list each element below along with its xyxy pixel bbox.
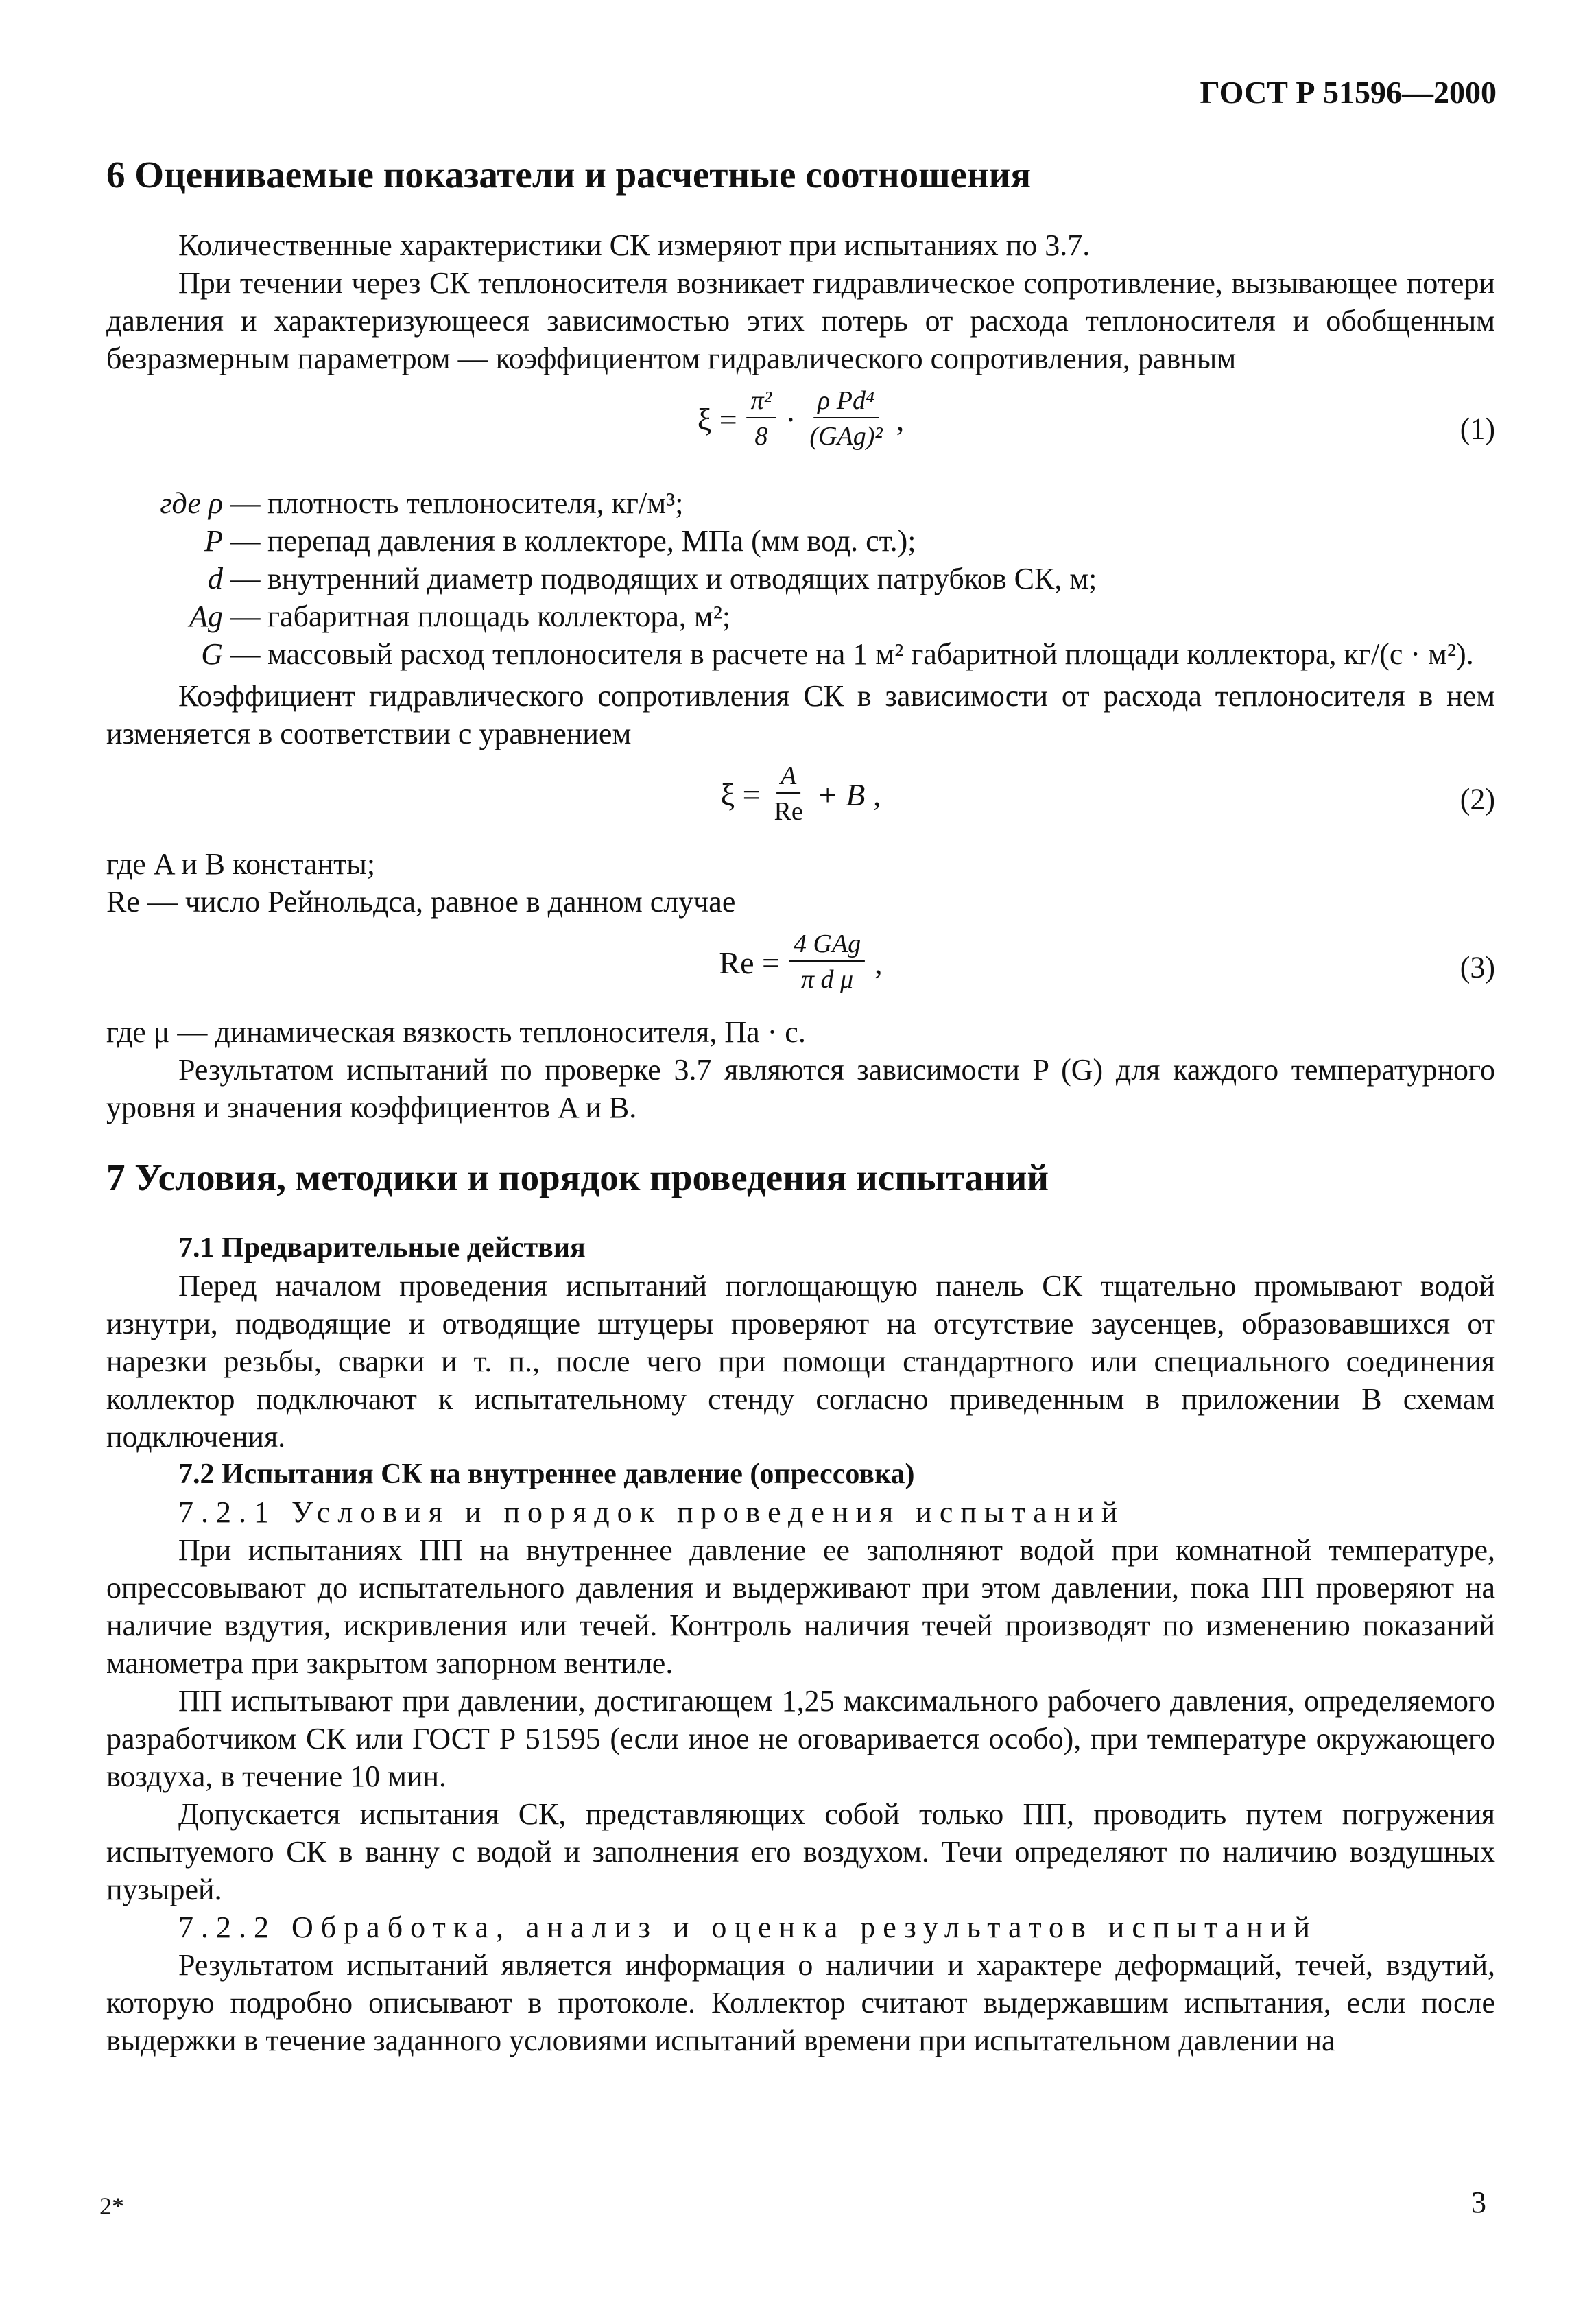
eq2-rest: + B , — [816, 777, 881, 812]
paragraph: Допускается испытания СК, представляющих собой только ПП, проводить путем погружения испытуемого СК в ванну с водой и заполнения его воздухом. Течи определяют по наличию воздушных пузырей. — [106, 1797, 1495, 1906]
section-6-title: 6 Оцениваемые показатели и расчетные соотношения — [106, 154, 1032, 196]
section-7-title: 7 Условия, методики и порядок проведения испытаний — [106, 1157, 1049, 1198]
definition-row: P — перепад давления в коллекторе, МПа (мм вод. ст.); — [204, 524, 916, 558]
definition-row: Ag — габаритная площадь коллектора, м²; — [189, 600, 731, 633]
equation-1 — [106, 377, 1495, 480]
definition-row: G — массовый расход теплоносителя в расчете на 1 м² габаритной площади коллектора, кг/(с · м²). — [201, 637, 1474, 671]
equation-number-3: (3) — [1460, 950, 1495, 984]
equation-3 — [106, 921, 1495, 1013]
paragraph: Коэффициент гидравлического сопротивления СК в зависимости от расхода теплоносителя в нем изменяется в соответствии с уравнением — [106, 679, 1495, 750]
subsection-7-1-title: 7.1 Предварительные действия — [178, 1232, 586, 1264]
definition-list-1 — [106, 484, 1495, 673]
subsection-7-2-1-title: 7.2.1 Условия и порядок проведения испытаний — [178, 1495, 1125, 1529]
paragraph: При испытаниях ПП на внутреннее давление ее заполняют водой при комнатной температуре, опрессовывают до испытательного давления и выдерживают при этом давлении, пока ПП проверяют на наличие вздутия, искривления или течей. Контроль наличия течей производят по изменению показаний манометра при закрытом запорном вентиле. — [106, 1533, 1495, 1680]
eq1-lhs: ξ = — [697, 401, 737, 437]
eq2-lhs: ξ = — [720, 777, 761, 812]
eq1-fraction-2: $\frac{\text{ρ Pd⁴}}{\text{(GAg)²}}$ — [805, 384, 886, 454]
page-number: 3 — [1471, 2186, 1486, 2219]
equation-number-1: (1) — [1460, 412, 1495, 446]
definition-line: где A и B константы; — [106, 847, 376, 881]
paragraph: Количественные характеристики СК измеряют при испытаниях по 3.7. — [178, 228, 1091, 262]
paragraph: Результатом испытаний является информация о наличии и характере деформаций, течей, вздутий, которую подробно описывают в протоколе. Коллектор считают выдержавшим испытания, если после выдержки в течение заданного условиями испытаний времени при испытательном давлении на — [106, 1948, 1495, 2057]
footer-sheet-mark: 2* — [99, 2192, 124, 2220]
eq1-comma: , — [896, 401, 905, 437]
subsection-7-2-title: 7.2 Испытания СК на внутреннее давление (опрессовка) — [178, 1458, 915, 1490]
paragraph: Перед началом проведения испытаний поглощающую панель СК тщательно промывают водой изнутри, подводящие и отводящие штуцеры проверяют на отсутствие заусенцев, образовавшихся от нарезки резьбы, сварки и т. п., после чего при помощи стандартного или специального соединения коллектор подключают к испытательному стенду согласно приведенным в приложении В схемам подключения. — [106, 1269, 1495, 1454]
page-content — [106, 69, 1495, 2059]
eq3-lhs: Re = — [719, 945, 780, 980]
eq1-dot: · — [785, 401, 796, 437]
eq2-fraction: $\frac{A}{Re}$ — [770, 759, 807, 829]
definition-line: где μ — динамическая вязкость теплоносителя, Па · с. — [106, 1015, 806, 1049]
definition-row: где ρ — плотность теплоносителя, кг/м³; — [160, 486, 684, 520]
equation-number-2: (2) — [1460, 782, 1495, 816]
paragraph: При течении через СК теплоносителя возникает гидравлическое сопротивление, вызывающее потери давления и характеризующееся зависимостью этих потерь от расхода теплоносителя и обобщенным безразмерным параметром — коэффициентом гидравлического сопротивления, равным — [106, 266, 1495, 375]
subsection-7-2-2-title: 7.2.2 Обработка, анализ и оценка результатов испытаний — [178, 1910, 1318, 1944]
definition-line: Re — число Рейнольдса, равное в данном случае — [106, 885, 736, 919]
equation-2 — [106, 753, 1495, 845]
paragraph: ПП испытывают при давлении, достигающем 1,25 максимального рабочего давления, определяемого разработчиком СК или ГОСТ Р 51595 (если иное не оговаривается особо), при температуре окружающего воздуха, в течение 10 мин. — [106, 1684, 1495, 1793]
paragraph: Результатом испытаний по проверке 3.7 являются зависимости P (G) для каждого температурного уровня и значения коэффициентов A и B. — [106, 1053, 1495, 1124]
eq1-fraction-1: $\frac{\text{π²}}{8}$ — [747, 384, 776, 454]
eq3-comma: , — [874, 945, 883, 980]
definition-row: d — внутренний диаметр подводящих и отводящих патрубков СК, м; — [208, 562, 1097, 595]
document-code: ГОСТ Р 51596—2000 — [1200, 75, 1497, 110]
eq3-fraction: $\frac{\text{4 GAg}}{\text{π d μ}}$ — [789, 927, 865, 997]
